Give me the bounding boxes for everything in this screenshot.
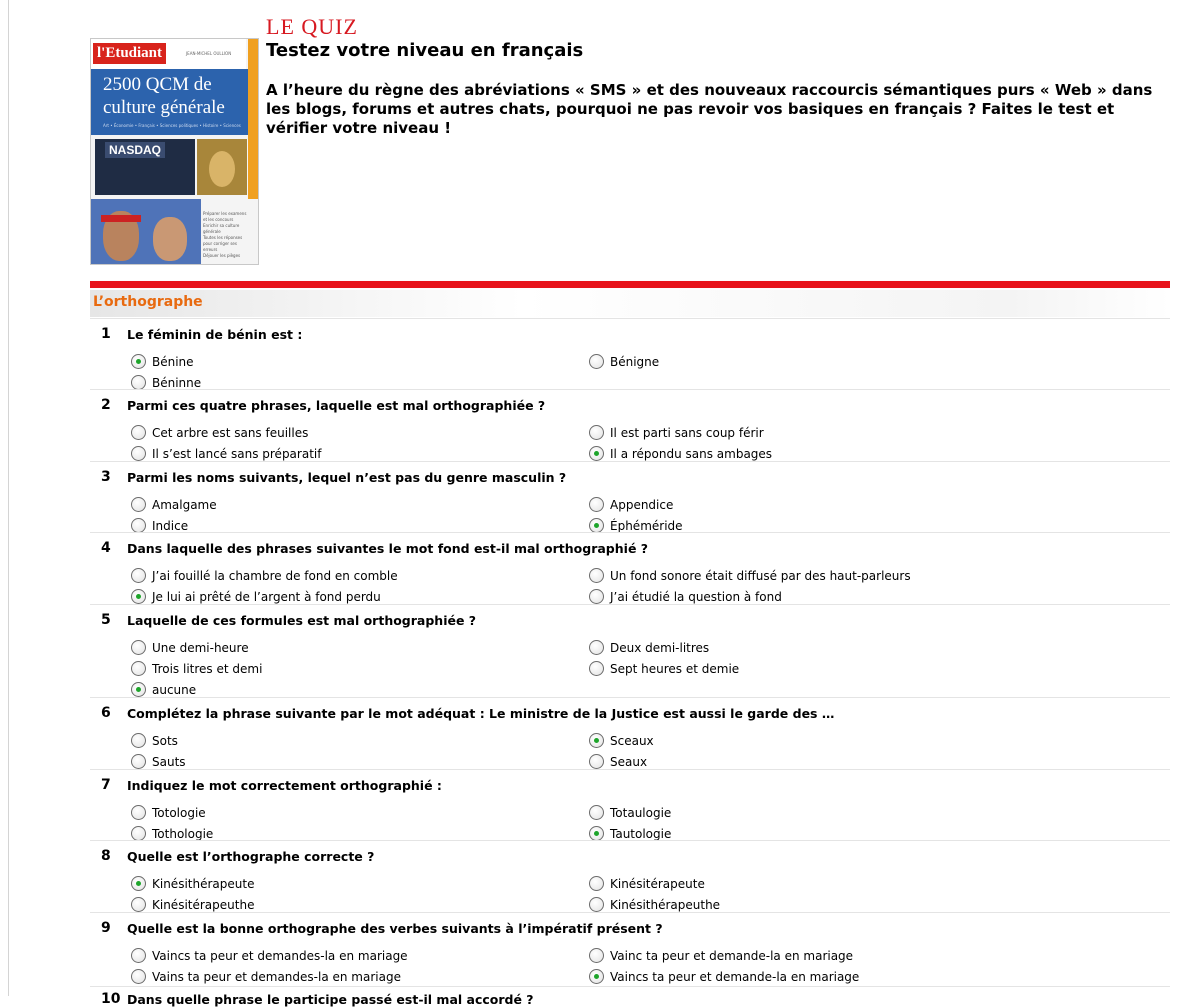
radio-button[interactable]: [131, 497, 146, 512]
quiz-title: Testez votre niveau en français: [266, 40, 584, 61]
question-text: Complétez la phrase suivante par le mot adéquat : Le ministre de la Justice est aussi le garde des …: [127, 706, 835, 721]
question-block: [90, 532, 1170, 610]
answer-option-label[interactable]: Vainc ta peur et demande-la en mariage: [610, 949, 854, 963]
radio-button[interactable]: [131, 425, 146, 440]
radio-button-selected[interactable]: [589, 518, 604, 533]
answer-option-label[interactable]: Vaincs ta peur et demande-la en mariage: [610, 970, 860, 984]
question-number: 2: [101, 397, 111, 413]
question-text: Parmi ces quatre phrases, laquelle est mal orthographiée ?: [127, 398, 546, 413]
book-cover-note: et les concours: [203, 217, 234, 222]
question-text: Quelle est l’orthographe correcte ?: [127, 849, 375, 864]
question-block: [90, 389, 1170, 467]
answer-option-label[interactable]: Il s’est lancé sans préparatif: [152, 447, 322, 461]
answer-option-label[interactable]: Béninne: [152, 376, 202, 390]
radio-button-selected[interactable]: [589, 733, 604, 748]
radio-button[interactable]: [131, 805, 146, 820]
radio-button-selected[interactable]: [589, 446, 604, 461]
radio-button[interactable]: [131, 948, 146, 963]
radio-button[interactable]: [589, 497, 604, 512]
question-text: Parmi les noms suivants, lequel n’est pas du genre masculin ?: [127, 470, 567, 485]
question-text: Le féminin de bénin est :: [127, 327, 303, 342]
answer-option-label[interactable]: Je lui ai prêté de l’argent à fond perdu: [152, 590, 381, 604]
radio-button[interactable]: [589, 661, 604, 676]
answer-option-label[interactable]: Vaincs ta peur et demandes-la en mariage: [152, 949, 408, 963]
quiz-label: LE QUIZ: [266, 14, 358, 39]
book-cover-note: erreurs: [203, 247, 218, 252]
question-number: 10: [101, 991, 121, 1007]
question-block: [90, 318, 1170, 396]
question-block: [90, 697, 1170, 775]
radio-button[interactable]: [131, 518, 146, 533]
radio-button[interactable]: [131, 375, 146, 390]
question-block: [90, 769, 1170, 847]
answer-option-label[interactable]: Trois litres et demi: [152, 662, 263, 676]
answer-option-label[interactable]: aucune: [152, 683, 197, 697]
radio-button[interactable]: [131, 661, 146, 676]
radio-button[interactable]: [131, 826, 146, 841]
book-cover-note: Toutes les réponses: [203, 235, 243, 240]
radio-button-selected[interactable]: [131, 682, 146, 697]
answer-option-label[interactable]: Il est parti sans coup férir: [610, 426, 764, 440]
answer-option-label[interactable]: Sceaux: [610, 734, 654, 748]
book-cover-note: Enrichir sa culture: [203, 223, 240, 228]
radio-button[interactable]: [589, 425, 604, 440]
question-number: 7: [101, 777, 111, 793]
radio-button[interactable]: [589, 589, 604, 604]
answer-option-label[interactable]: J’ai fouillé la chambre de fond en comble: [152, 569, 398, 583]
book-cover-author: JEAN-MICHEL OULLION: [186, 51, 232, 56]
answer-option-label[interactable]: Il a répondu sans ambages: [610, 447, 773, 461]
page-left-border: [8, 0, 9, 996]
radio-button[interactable]: [131, 733, 146, 748]
answer-option-label[interactable]: Bénigne: [610, 355, 660, 369]
question-text: Dans laquelle des phrases suivantes le mot fond est-il mal orthographié ?: [127, 541, 649, 556]
radio-button[interactable]: [589, 354, 604, 369]
question-block: [90, 912, 1170, 990]
quiz-header: [90, 14, 1170, 264]
book-cover-subtitle: Art • Économie • Français • Sciences politiques • Histoire • Sciences: [103, 123, 241, 128]
question-number: 9: [101, 920, 111, 936]
answer-option-label[interactable]: J’ai étudié la question à fond: [610, 590, 782, 604]
book-cover-nasdaq-label: NASDAQ: [105, 142, 165, 158]
radio-button[interactable]: [589, 805, 604, 820]
answer-option-label[interactable]: Tautologie: [610, 827, 672, 841]
radio-button[interactable]: [131, 568, 146, 583]
book-cover-note: générale: [203, 229, 221, 234]
answer-option-label[interactable]: Cet arbre est sans feuilles: [152, 426, 309, 440]
book-cover-brand: l'Etudiant: [93, 43, 166, 64]
answer-option-label[interactable]: Kinésitérapeute: [610, 877, 705, 891]
answer-option-label[interactable]: Totologie: [152, 806, 206, 820]
answer-option-label[interactable]: Un fond sonore était diffusé par des haut-parleurs: [610, 569, 911, 583]
book-cover-title: 2500 QCM de culture générale: [103, 74, 225, 118]
book-cover-note: Préparer les examens: [203, 211, 247, 216]
question-block: [90, 604, 1170, 703]
question-number: 4: [101, 540, 111, 556]
question-block: [90, 840, 1170, 918]
radio-button[interactable]: [131, 640, 146, 655]
book-cover-notes: [203, 211, 253, 259]
answer-option-label[interactable]: Sept heures et demie: [610, 662, 740, 676]
radio-button[interactable]: [131, 969, 146, 984]
question-text: Indiquez le mot correctement orthographié :: [127, 778, 442, 793]
answer-option-label[interactable]: Seaux: [610, 755, 648, 769]
radio-button-selected[interactable]: [131, 589, 146, 604]
answer-option-label[interactable]: Tothologie: [152, 827, 214, 841]
question-number: 6: [101, 705, 111, 721]
answer-option-label[interactable]: Sots: [152, 734, 178, 748]
radio-button-selected[interactable]: [589, 826, 604, 841]
radio-button[interactable]: [589, 640, 604, 655]
question-block-partial: [90, 986, 1170, 1007]
section-divider: [90, 281, 1170, 288]
question-text: Quelle est la bonne orthographe des verbes suivants à l’impératif présent ?: [127, 921, 663, 936]
question-number: 5: [101, 612, 111, 628]
answer-option-label[interactable]: Éphéméride: [610, 519, 683, 533]
answer-option-label[interactable]: Kinésitérapeuthe: [152, 898, 255, 912]
answer-option-label[interactable]: Kinésithérapeuthe: [610, 898, 721, 912]
question-number: 8: [101, 848, 111, 864]
radio-button-selected[interactable]: [589, 969, 604, 984]
book-cover-image: [90, 38, 259, 265]
quiz-intro: A l’heure du règne des abréviations « SMS » et des nouveaux raccourcis sémantiques purs « Web » dans les blogs, forums et autres chats, pourquoi ne pas revoir vos basiques en français ? Faites le test et vérifier votre niveau !: [266, 81, 1153, 137]
answer-option-label[interactable]: Amalgame: [152, 498, 217, 512]
radio-button-selected[interactable]: [131, 354, 146, 369]
answer-option-label[interactable]: Deux demi-litres: [610, 641, 710, 655]
radio-button[interactable]: [131, 446, 146, 461]
radio-button[interactable]: [131, 897, 146, 912]
answer-option-label[interactable]: Totaulogie: [610, 806, 672, 820]
section-title: L’orthographe: [93, 294, 203, 310]
answer-option-label[interactable]: Une demi-heure: [152, 641, 249, 655]
question-block: [90, 461, 1170, 539]
radio-button[interactable]: [589, 568, 604, 583]
radio-button[interactable]: [589, 754, 604, 769]
answer-option-label[interactable]: Bénine: [152, 355, 194, 369]
question-text: Dans quelle phrase le participe passé est-il mal accordé ?: [127, 992, 534, 1007]
book-cover-portrait: [153, 217, 187, 261]
radio-button[interactable]: [589, 897, 604, 912]
radio-button[interactable]: [131, 754, 146, 769]
radio-button-selected[interactable]: [131, 876, 146, 891]
book-cover-note: pour corriger ses: [203, 241, 237, 246]
answer-option-label[interactable]: Vains ta peur et demandes-la en mariage: [152, 970, 401, 984]
answer-option-label[interactable]: Appendice: [610, 498, 674, 512]
book-cover-note: Déjouer les pièges: [203, 253, 241, 258]
answer-option-label[interactable]: Kinésithérapeute: [152, 877, 255, 891]
radio-button[interactable]: [589, 948, 604, 963]
answer-option-label[interactable]: Sauts: [152, 755, 186, 769]
radio-button[interactable]: [589, 876, 604, 891]
section-header: [90, 290, 1170, 317]
question-number: 3: [101, 469, 111, 485]
answer-option-label[interactable]: Indice: [152, 519, 189, 533]
question-number: 1: [101, 326, 111, 342]
question-text: Laquelle de ces formules est mal orthographiée ?: [127, 613, 477, 628]
